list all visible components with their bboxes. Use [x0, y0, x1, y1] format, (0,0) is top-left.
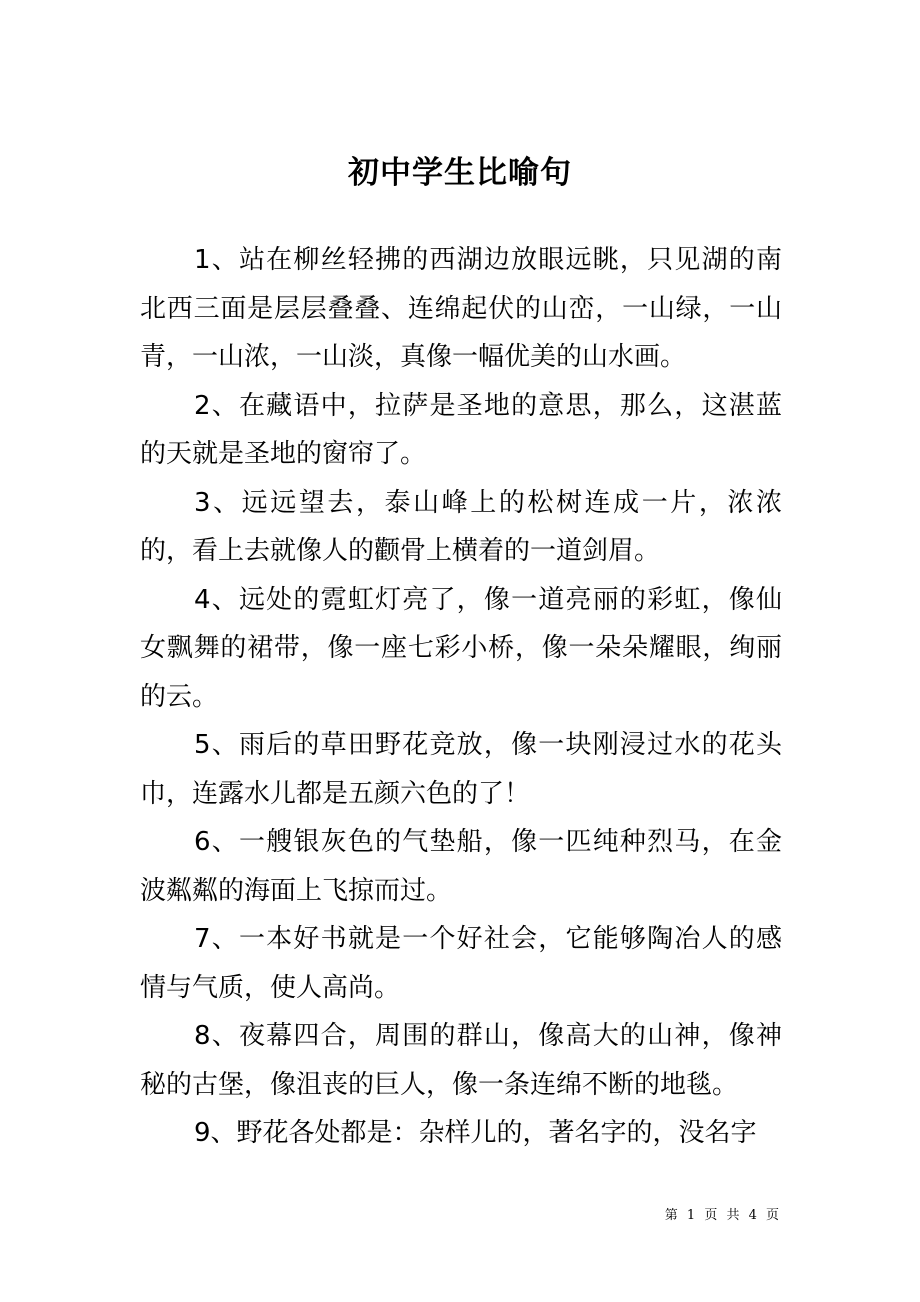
paragraph: 6、一艘银灰色的气垫船，像一匹纯种烈马，在金波粼粼的海面上飞掠而过。 — [140, 827, 782, 906]
paragraph: 5、雨后的草田野花竞放，像一块刚浸过水的花头巾，连露水儿都是五颜六色的了！ — [140, 730, 782, 809]
paragraph: 7、一本好书就是一个好社会，它能够陶冶人的感情与气质，使人高尚。 — [140, 924, 782, 1003]
page-number-footer: 第 1 页 共 4 页 — [664, 1208, 780, 1223]
paragraph: 4、远处的霓虹灯亮了，像一道亮丽的彩虹，像仙女飘舞的裙带，像一座七彩小桥，像一朵朵耀眼，绚丽的云。 — [140, 584, 782, 712]
paragraph: 2、在藏语中，拉萨是圣地的意思，那么，这湛蓝的天就是圣地的窗帘了。 — [140, 390, 782, 469]
paragraph: 1、站在柳丝轻拂的西湖边放眼远眺，只见湖的南北西三面是层层叠叠、连绵起伏的山峦，一山绿，一山青，一山浓，一山淡，真像一幅优美的山水画。 — [140, 245, 782, 372]
paragraph: 8、夜幕四合，周围的群山，像高大的山神，像神秘的古堡，像沮丧的巨人，像一条连绵不断的地毯。 — [140, 1021, 782, 1100]
paragraph: 3、远远望去，泰山峰上的松树连成一片，浓浓的，看上去就像人的颧骨上横着的一道剑眉。 — [140, 487, 782, 566]
document-body — [140, 236, 782, 1158]
document-title: 初中学生比喻句 — [348, 154, 572, 191]
paragraph: 9、野花各处都是：杂样儿的，著名字的，没名字 — [194, 1118, 757, 1148]
